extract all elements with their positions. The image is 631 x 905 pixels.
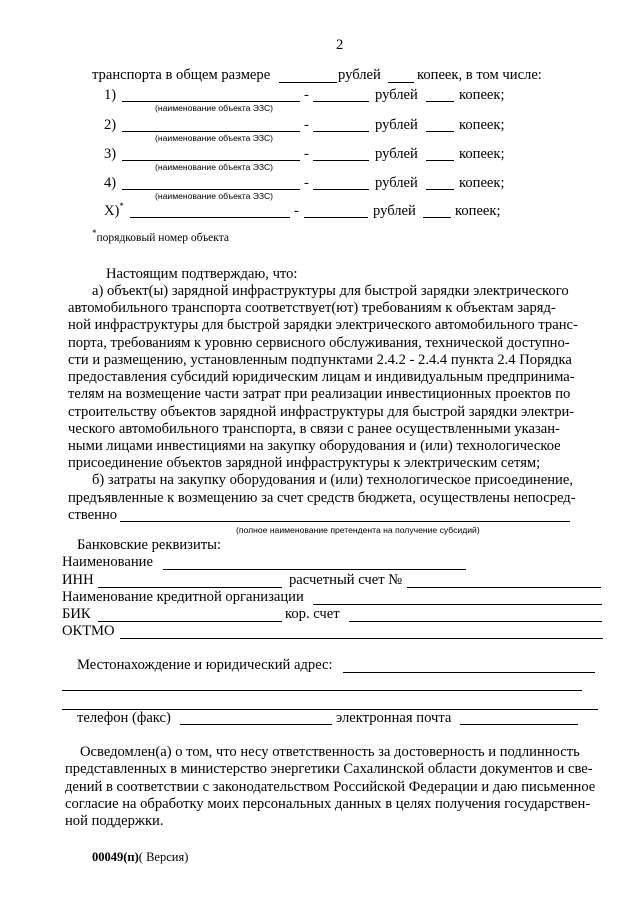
- intro-prefix: транспорта в общем размере: [92, 67, 271, 83]
- object-caption: (наименование объекта ЭЗС): [155, 162, 274, 172]
- confirm-heading: Настоящим подтверждаю, что:: [106, 266, 298, 282]
- para-a-line: присоединение объектов зарядной инфраструктуры к электрическим сетям;: [68, 455, 541, 471]
- applicant-name-field[interactable]: [120, 521, 570, 522]
- email-label: электронная почта: [336, 710, 452, 726]
- item-label: 2): [104, 117, 117, 133]
- rub-field[interactable]: [313, 101, 369, 102]
- rub-label: рублей: [375, 146, 418, 162]
- credit-org-label: Наименование кредитной организации: [62, 589, 304, 605]
- item-label: 4): [104, 175, 117, 191]
- para-a-line: а) объект(ы) зарядной инфраструктуры для быстрой зарядки электрического: [92, 283, 569, 299]
- kop-label: копеек;: [459, 87, 505, 103]
- object-caption: (наименование объекта ЭЗС): [155, 133, 274, 143]
- notice-line: согласие на обработку моих персональных данных в целях получения государствен-: [65, 796, 591, 812]
- bank-name-label: Наименование: [62, 554, 153, 570]
- intro-kop: копеек, в том числе:: [417, 67, 542, 83]
- footnote: [92, 228, 229, 244]
- para-a-line: строительству объектов зарядной инфраструктуры для быстрой зарядки электри-: [68, 404, 575, 420]
- para-a-line: ными лицами инвестициями на закупку оборудования и (или) технологическое: [68, 438, 561, 454]
- kop-field[interactable]: [426, 101, 454, 102]
- rub-field[interactable]: [313, 131, 369, 132]
- para-b-line: предъявленные к возмещению за счет средств бюджета, осуществлены непосред-: [68, 490, 576, 506]
- para-b-line: ственно: [68, 507, 118, 523]
- object-name-field[interactable]: [122, 101, 300, 102]
- notice-line: Осведомлен(а) о том, что несу ответственность за достоверность и подлинность: [80, 744, 580, 760]
- bank-heading: Банковские реквизиты:: [77, 537, 221, 553]
- object-caption: (наименование объекта ЭЗС): [155, 191, 274, 201]
- para-a-line: сти и размещению, установленным подпунктами 2.4.2 - 2.4.4 пункта 2.4 Порядка: [68, 352, 572, 368]
- document-code: 00049(п): [92, 850, 139, 864]
- notice-line: ной поддержки.: [65, 813, 164, 829]
- footnote-mark: *: [92, 228, 97, 239]
- credit-org-field[interactable]: [313, 604, 602, 605]
- kop-field[interactable]: [426, 160, 454, 161]
- kop-label: копеек;: [459, 175, 505, 191]
- intro-rub: рублей: [338, 67, 381, 83]
- inn-field[interactable]: [98, 587, 282, 588]
- bank-name-field[interactable]: [163, 569, 466, 570]
- item-dash: -: [304, 87, 309, 103]
- account-field[interactable]: [407, 587, 601, 588]
- para-a-line: ной инфраструктуры для быстрой зарядки электрического автомобильного транс-: [68, 317, 578, 333]
- kop-label: копеек;: [455, 203, 501, 219]
- corr-account-field[interactable]: [349, 621, 602, 622]
- corr-account-label: кор. счет: [285, 606, 340, 622]
- kop-label: копеек;: [459, 117, 505, 133]
- kop-field[interactable]: [426, 189, 454, 190]
- kop-field[interactable]: [423, 217, 451, 218]
- total-kop-field[interactable]: [388, 82, 414, 83]
- item-label: 1): [104, 87, 117, 103]
- footnote-mark: *: [119, 201, 124, 212]
- item-label: 3): [104, 146, 117, 162]
- version-label: ( Версия): [138, 850, 189, 864]
- kop-label: копеек;: [459, 146, 505, 162]
- para-a-line: автомобильного транспорта соответствует(ют) требованиям к объектам заряд-: [68, 300, 556, 316]
- account-label: расчетный счет №: [289, 572, 403, 588]
- oktmo-field[interactable]: [120, 638, 603, 639]
- rub-label: рублей: [375, 87, 418, 103]
- rub-label: рублей: [373, 203, 416, 219]
- para-a-line: телям на возмещение части затрат при реализации инвестиционных проектов по: [68, 386, 571, 402]
- object-name-field[interactable]: [122, 160, 300, 161]
- rub-field[interactable]: [313, 160, 369, 161]
- kop-field[interactable]: [426, 131, 454, 132]
- object-name-field[interactable]: [130, 217, 290, 218]
- item-dash: -: [304, 117, 309, 133]
- item-dash: -: [304, 175, 309, 191]
- object-caption: (наименование объекта ЭЗС): [155, 103, 274, 113]
- bik-label: БИК: [62, 606, 91, 622]
- rub-label: рублей: [375, 175, 418, 191]
- para-a-line: ческого автомобильного транспорта, в связи с ранее осуществленными указан-: [68, 421, 560, 437]
- address-label: Местонахождение и юридический адрес:: [77, 657, 333, 673]
- rub-label: рублей: [375, 117, 418, 133]
- notice-line: дений в соответствии с законодательством Российской Федерации и даю письменное: [65, 779, 596, 795]
- page-number: 2: [336, 37, 344, 53]
- object-name-field[interactable]: [122, 189, 300, 190]
- email-field[interactable]: [460, 724, 578, 725]
- item-dash: -: [294, 203, 299, 219]
- total-rub-field[interactable]: [279, 82, 337, 83]
- rub-field[interactable]: [313, 189, 369, 190]
- para-a-line: предоставления субсидий юридическим лицам и индивидуальным предпринима-: [68, 369, 575, 385]
- bik-field[interactable]: [98, 621, 282, 622]
- phone-field[interactable]: [180, 724, 332, 725]
- item-dash: -: [304, 146, 309, 162]
- object-name-field[interactable]: [122, 131, 300, 132]
- inn-label: ИНН: [62, 572, 94, 588]
- rub-field[interactable]: [304, 217, 368, 218]
- applicant-name-caption: (полное наименование претендента на получение субсидий): [236, 525, 480, 535]
- address-field-line-2[interactable]: [62, 690, 582, 691]
- para-b-line: б) затраты на закупку оборудования и (или) технологическое присоединение,: [92, 472, 573, 488]
- item-label: [104, 203, 124, 220]
- footer-code: [92, 850, 188, 865]
- para-a-line: порта, требованиям к уровню сервисного обслуживания, технической доступно-: [68, 335, 570, 351]
- notice-line: представленных в министерство энергетики Сахалинской области документов и све-: [65, 761, 593, 777]
- item-x-label: Х): [104, 203, 120, 219]
- oktmo-label: ОКТМО: [62, 623, 115, 639]
- phone-label: телефон (факс): [77, 710, 171, 726]
- address-field[interactable]: [343, 672, 595, 673]
- footnote-text: порядковый номер объекта: [96, 232, 229, 244]
